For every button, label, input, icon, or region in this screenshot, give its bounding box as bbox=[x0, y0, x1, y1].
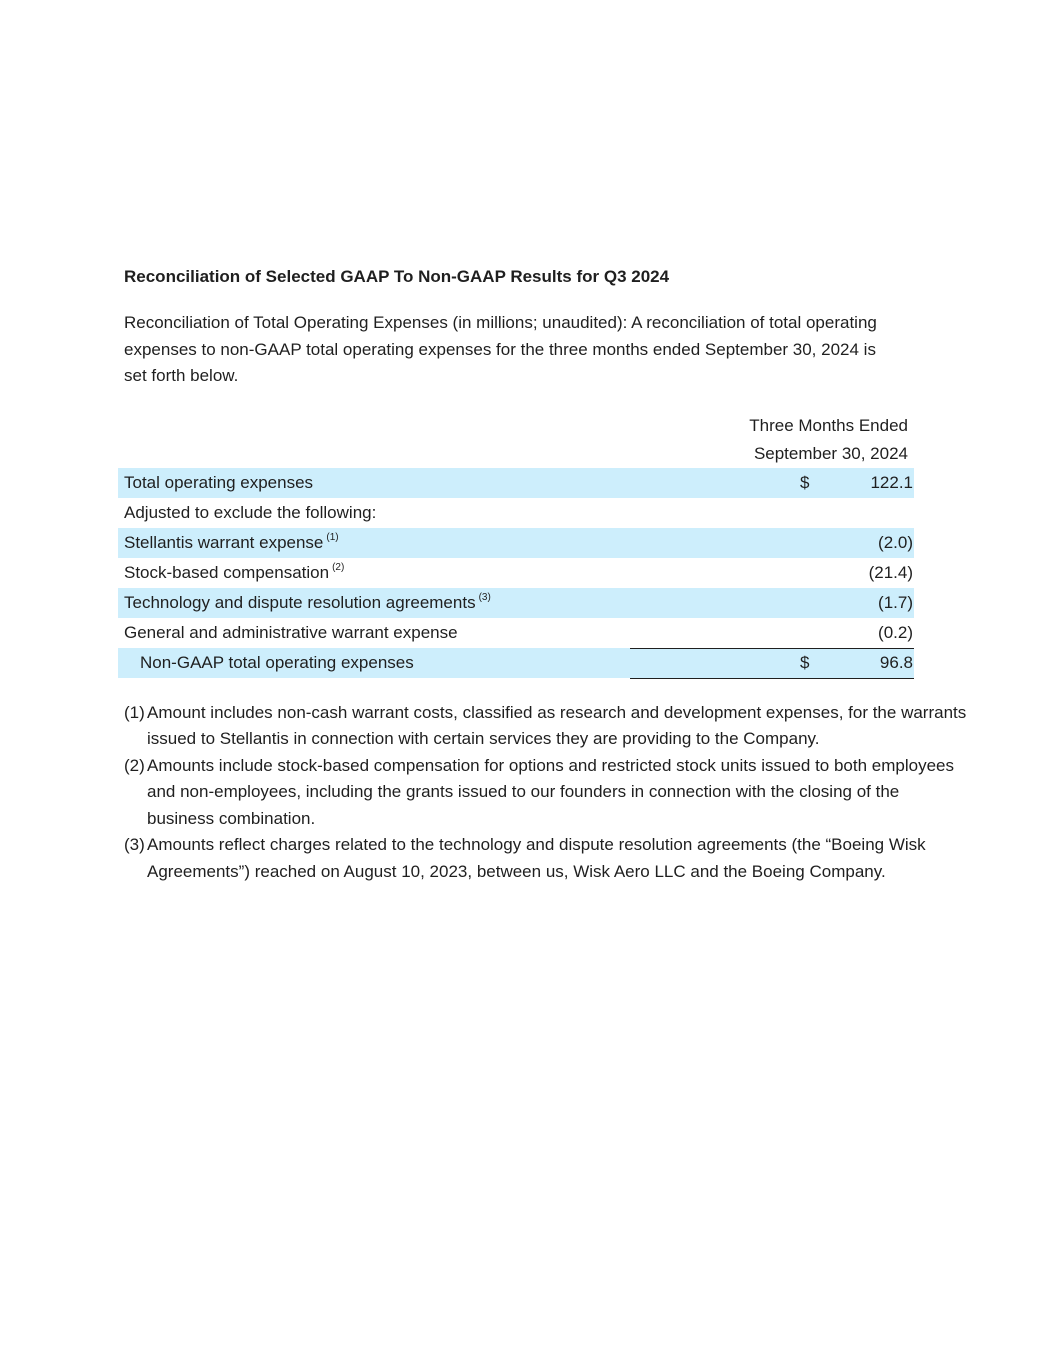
row-value: (1.7) bbox=[878, 592, 913, 612]
footnote-number: (2) bbox=[124, 755, 145, 775]
footnote-ref: (1) bbox=[326, 531, 339, 543]
row-label: Total operating expenses bbox=[124, 472, 314, 492]
footnote-number: (3) bbox=[124, 835, 145, 854]
row-label: Non-GAAP total operating expenses bbox=[140, 652, 414, 672]
footnote-text: Amounts reflect charges related to the technology and dispute resolution agreements (the “Boeing Wisk Agreements”) reached on August 10, 2023, between us, Wisk Aero LLC and the Boeing Company. bbox=[147, 835, 926, 881]
footnote-1 bbox=[124, 700, 967, 753]
row-label: Adjusted to exclude the following: bbox=[124, 502, 377, 522]
row-value: (21.4) bbox=[868, 562, 913, 582]
footnote-text: Amount includes non-cash warrant costs, classified as research and development expenses, for the warrants issued to Stellantis in connection with certain services they are providing to the Company. bbox=[147, 702, 967, 748]
footnotes bbox=[124, 700, 967, 886]
table-row-stellantis-warrant bbox=[118, 528, 914, 558]
reconciliation-table bbox=[118, 412, 914, 678]
currency-symbol: $ bbox=[800, 472, 810, 492]
footnote-ref: (3) bbox=[478, 591, 491, 603]
page-title: Reconciliation of Selected GAAP To Non-GAAP Results for Q3 2024 bbox=[124, 267, 670, 286]
footnote-text: Amounts include stock-based compensation for options and restricted stock units issued to both employees and non-employees, including the grants issued to our founders in connection with the closing of the business combination. bbox=[147, 755, 954, 828]
row-label: Technology and dispute resolution agreements $^{(3)}$ bbox=[124, 591, 491, 612]
footnote-number: (1) bbox=[124, 702, 145, 722]
currency-symbol: $ bbox=[800, 652, 810, 672]
footnote-2 bbox=[124, 753, 967, 833]
row-label: Stellantis warrant expense $^{(1)}$ bbox=[124, 531, 339, 552]
table-row-total-operating-expenses bbox=[118, 468, 914, 498]
row-value: (0.2) bbox=[878, 622, 913, 642]
row-value: 96.8 bbox=[879, 652, 913, 672]
row-value: (2.0) bbox=[878, 532, 913, 552]
table-row-adjusted-header bbox=[118, 498, 914, 528]
table-row-technology-dispute bbox=[118, 588, 914, 618]
footnote-3 bbox=[124, 832, 967, 885]
table-row-stock-based-compensation bbox=[118, 558, 914, 588]
column-header-period: Three Months Ended bbox=[749, 415, 908, 435]
footnote-ref: (2) bbox=[332, 561, 345, 573]
table-row-non-gaap-total bbox=[118, 648, 914, 678]
row-label: Stock-based compensation $^{(2)}$ bbox=[124, 561, 345, 582]
column-header-date: September 30, 2024 bbox=[753, 443, 908, 463]
intro-paragraph: Reconciliation of Total Operating Expenses (in millions; unaudited): A reconciliation of total operating expenses to non-GAAP total operating expenses for the three months ended September 30, 2024 is set forth below. bbox=[124, 313, 877, 385]
table-row-ga-warrant bbox=[118, 618, 914, 648]
row-label: General and administrative warrant expense bbox=[124, 622, 458, 642]
row-value: 122.1 bbox=[870, 472, 913, 492]
document-page bbox=[124, 264, 967, 885]
table-column-header bbox=[118, 412, 914, 468]
